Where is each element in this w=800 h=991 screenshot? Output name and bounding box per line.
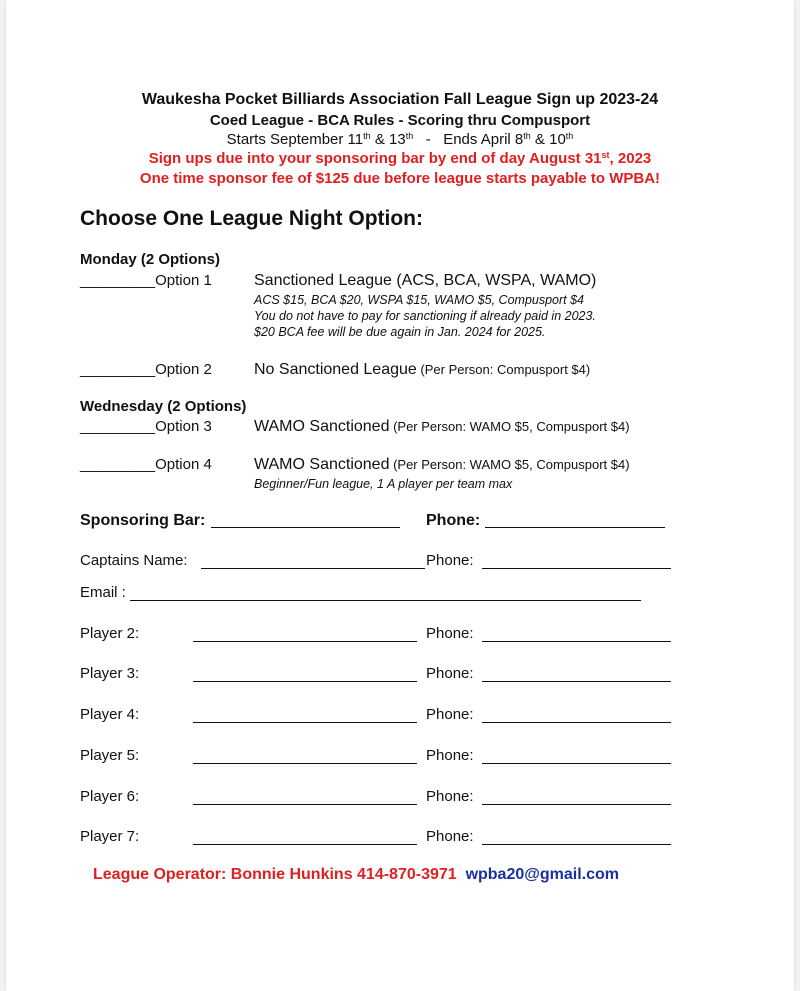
player-2-name-field[interactable] [193, 641, 417, 642]
option-2-checkbox-blank[interactable]: _________ [80, 361, 156, 378]
option-3-label: Option 3 [155, 418, 212, 435]
player-5-label: Player 5: [80, 747, 140, 764]
ordinal-suffix: th [363, 131, 371, 141]
player-3-phone-field[interactable] [482, 681, 671, 682]
option-2-label: Option 2 [155, 361, 212, 378]
player-2-label: Player 2: [80, 625, 140, 642]
sponsoring-phone-label: Phone: [426, 512, 481, 529]
player-7-phone-field[interactable] [482, 844, 671, 845]
player-4-label: Player 4: [80, 706, 140, 723]
ordinal-suffix: th [405, 131, 414, 141]
ordinal-suffix: th [523, 131, 531, 141]
option-3-row [80, 418, 212, 435]
option-2-row [80, 361, 212, 378]
start-date-second: & 13 [370, 131, 406, 148]
player-6-phone-field[interactable] [482, 804, 671, 805]
ordinal-suffix: st [601, 150, 610, 160]
option-1-row [80, 272, 212, 289]
signup-deadline-notice [6, 150, 794, 167]
player-3-name-field[interactable] [193, 681, 417, 682]
player-5-phone-field[interactable] [482, 763, 671, 764]
fee-note: ACS $15, BCA $20, WSPA $15, WAMO $5, Compusport $4 [254, 293, 585, 307]
captain-name-label: Captains Name: [80, 552, 188, 569]
operator-contact: League Operator: Bonnie Hunkins 414-870-3971 [93, 866, 457, 883]
option-4-label: Option 4 [155, 456, 212, 473]
captain-name-field[interactable] [201, 568, 425, 569]
option-1-checkbox-blank[interactable]: _________ [80, 272, 156, 289]
option-1-description: Sanctioned League (ACS, BCA, WSPA, WAMO) [254, 272, 597, 289]
document-title: Waukesha Pocket Billiards Association Fall League Sign up 2023-24 [141, 91, 659, 108]
player-5-phone-label: Phone: [426, 747, 474, 764]
player-7-name-field[interactable] [193, 844, 417, 845]
sponsoring-bar-field[interactable] [211, 527, 400, 528]
operator-email-link[interactable]: wpba20@gmail.com [465, 866, 619, 883]
season-dates [6, 131, 794, 148]
email-field[interactable] [130, 600, 641, 601]
captain-phone-field[interactable] [482, 568, 671, 569]
player-7-label: Player 7: [80, 828, 140, 845]
sponsor-fee-notice: One time sponsor fee of $125 due before league starts payable to WPBA! [139, 170, 661, 187]
option-1-notes [254, 292, 596, 340]
email-label: Email : [80, 584, 126, 601]
sign-up-sheet [6, 0, 794, 991]
deadline-year: , 2023 [609, 150, 652, 167]
player-4-phone-label: Phone: [426, 706, 474, 723]
league-subtitle: Coed League - BCA Rules - Scoring thru Compusport [209, 112, 591, 129]
option-3-description [254, 418, 630, 436]
option-1-label: Option 1 [155, 272, 212, 289]
sanction-paid-note: You do not have to pay for sanctioning if already paid in 2023. [254, 309, 596, 323]
player-5-name-field[interactable] [193, 763, 417, 764]
bca-fee-note: $20 BCA fee will be due again in Jan. 2024 for 2025. [254, 325, 546, 339]
player-6-label: Player 6: [80, 788, 140, 805]
option-2-fee: (Per Person: Compusport $4) [416, 362, 591, 377]
option-2-title: No Sanctioned League [254, 361, 417, 378]
option-4-title: WAMO Sanctioned [254, 456, 390, 473]
ordinal-suffix: th [565, 131, 574, 141]
end-date-text: - Ends April 8 [413, 131, 524, 148]
start-date-text: Starts September 11 [226, 131, 364, 148]
option-4-checkbox-blank[interactable]: _________ [80, 456, 156, 473]
sponsoring-phone-field[interactable] [485, 527, 665, 528]
option-4-row [80, 456, 212, 473]
wednesday-heading: Wednesday (2 Options) [80, 398, 247, 415]
player-3-label: Player 3: [80, 665, 140, 682]
option-4-description [254, 456, 630, 474]
option-2-description [254, 361, 590, 379]
monday-heading: Monday (2 Options) [80, 251, 220, 268]
deadline-text: Sign ups due into your sponsoring bar by end of day August 31 [148, 150, 602, 167]
player-4-phone-field[interactable] [482, 722, 671, 723]
end-date-second: & 10 [530, 131, 566, 148]
sponsoring-bar-label: Sponsoring Bar: [80, 512, 206, 529]
option-4-fee: (Per Person: WAMO $5, Compusport $4) [389, 457, 630, 472]
league-operator-footer [93, 866, 619, 884]
choose-option-heading: Choose One League Night Option: [80, 207, 423, 230]
player-6-name-field[interactable] [193, 804, 417, 805]
player-7-phone-label: Phone: [426, 828, 474, 845]
option-4-note: Beginner/Fun league, 1 A player per team max [254, 477, 513, 491]
player-4-name-field[interactable] [193, 722, 417, 723]
player-2-phone-label: Phone: [426, 625, 474, 642]
player-6-phone-label: Phone: [426, 788, 474, 805]
option-3-fee: (Per Person: WAMO $5, Compusport $4) [389, 419, 630, 434]
player-2-phone-field[interactable] [482, 641, 671, 642]
player-3-phone-label: Phone: [426, 665, 474, 682]
option-3-checkbox-blank[interactable]: _________ [80, 418, 156, 435]
captain-phone-label: Phone: [426, 552, 474, 569]
option-3-title: WAMO Sanctioned [254, 418, 390, 435]
